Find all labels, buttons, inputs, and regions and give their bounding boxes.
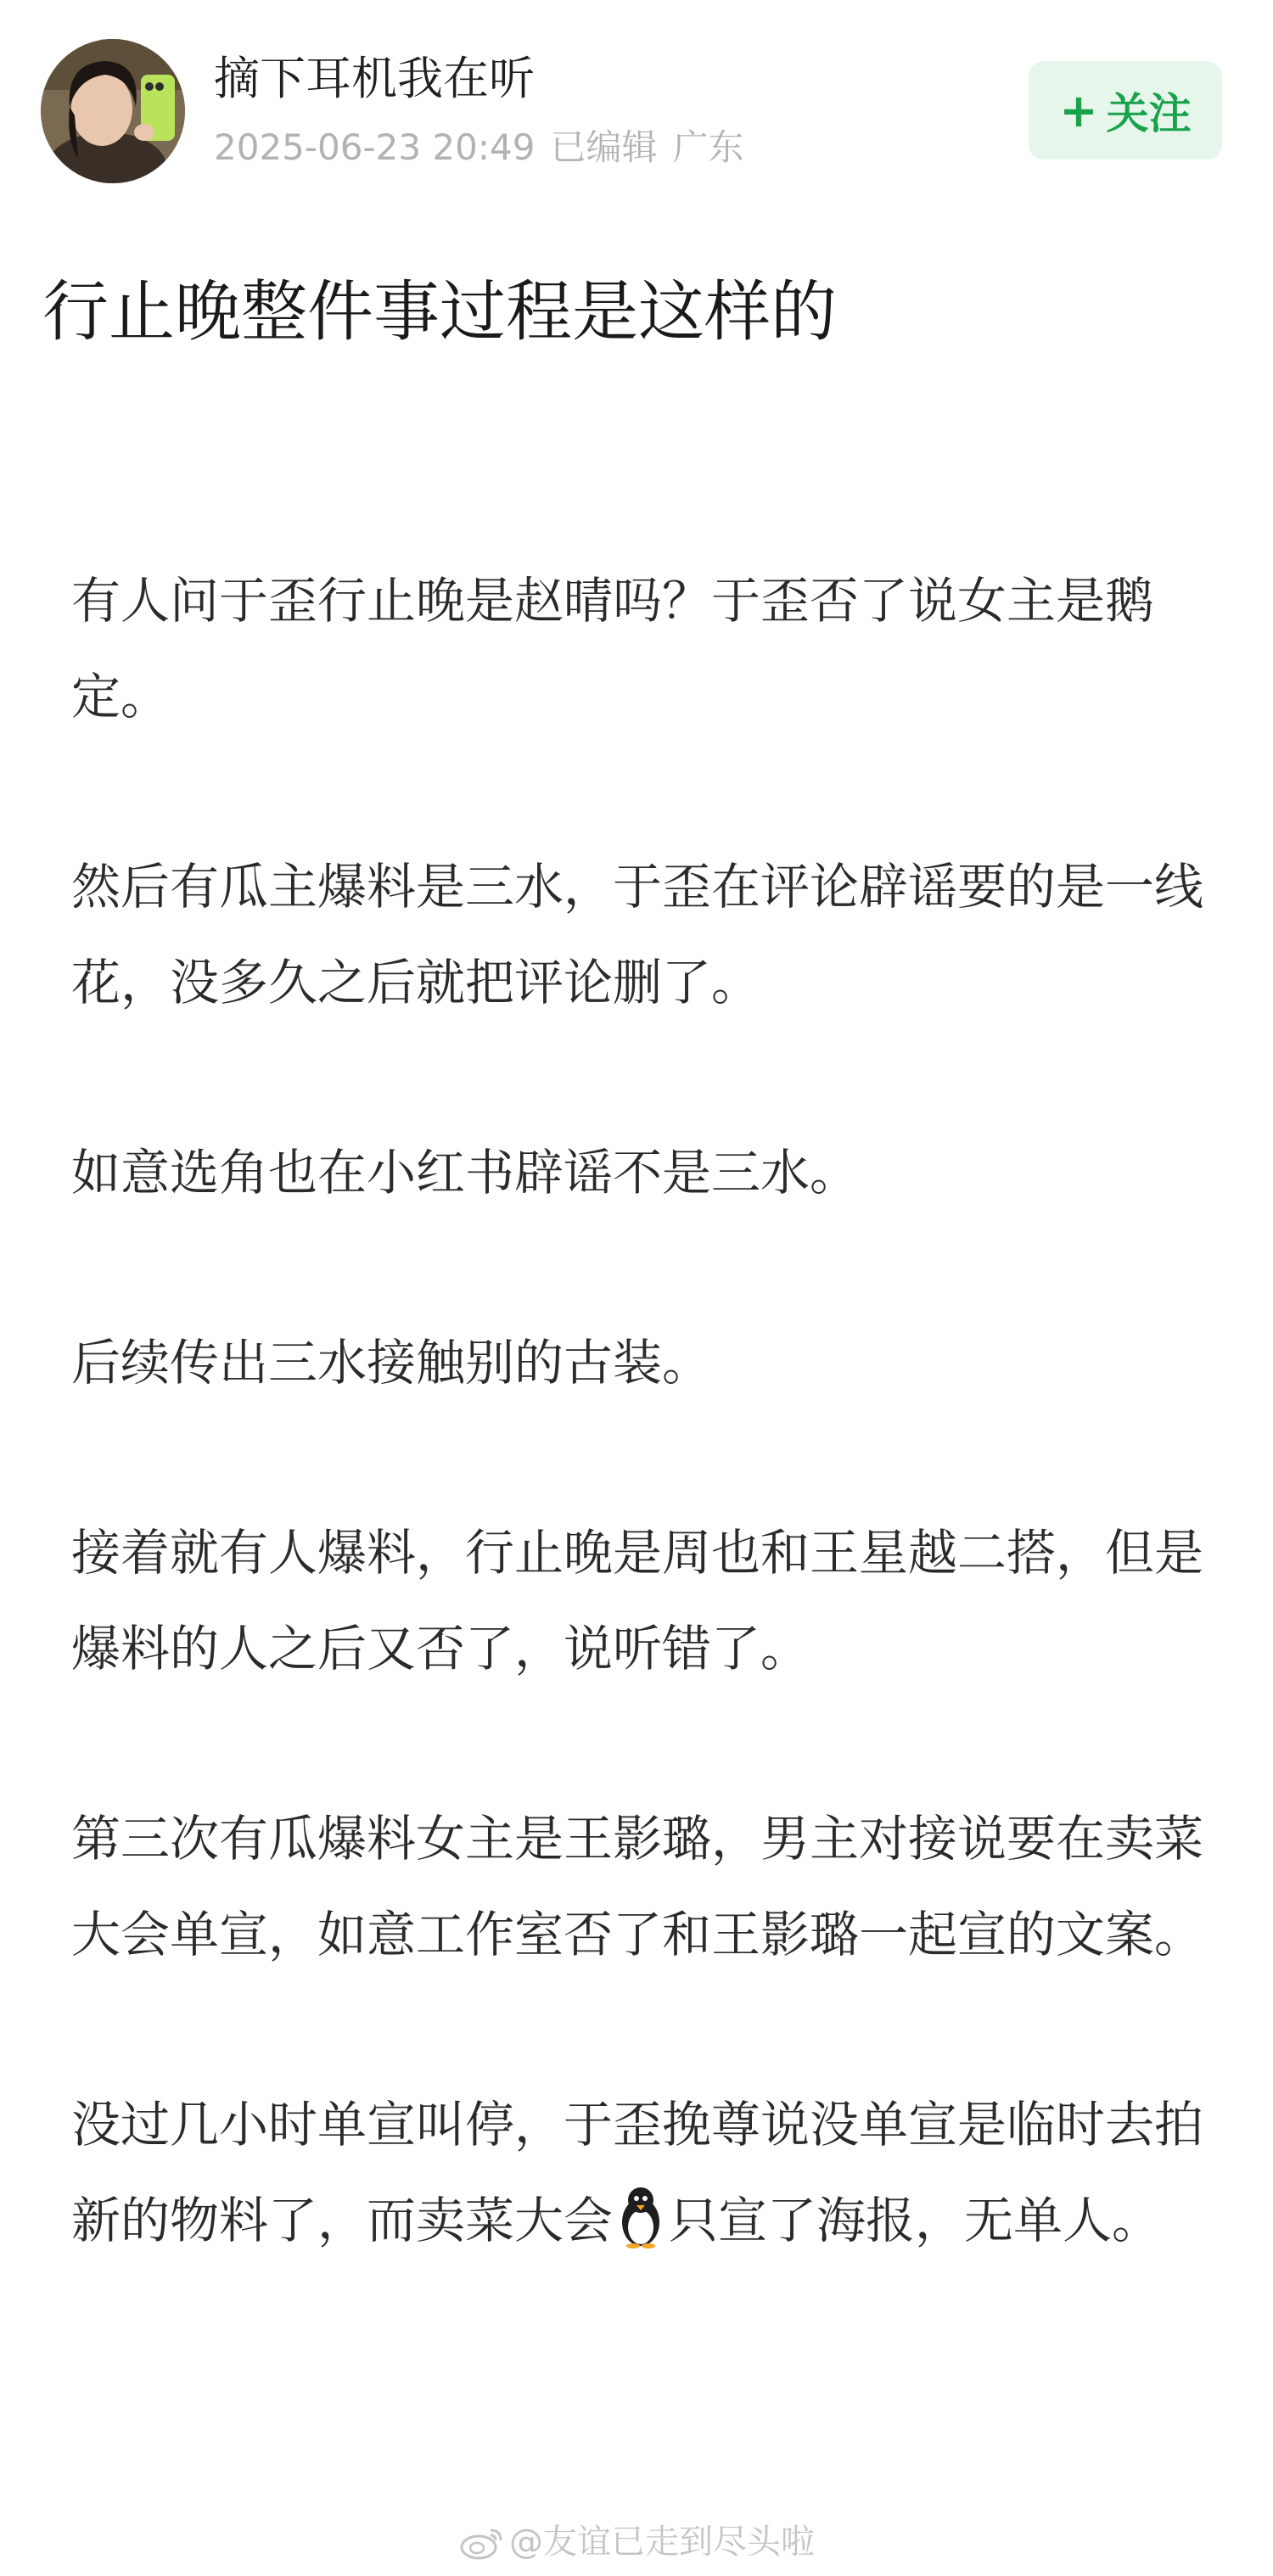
watermark bbox=[458, 2518, 815, 2566]
author-name[interactable]: 摘下耳机我在听 bbox=[214, 52, 535, 105]
avatar-image bbox=[41, 39, 185, 183]
edited-tag: 已编辑 bbox=[550, 126, 658, 168]
weibo-icon bbox=[458, 2523, 506, 2561]
penguin-icon bbox=[616, 2183, 665, 2249]
post-date: 2025-06-23 20:49 bbox=[214, 126, 536, 168]
post-paragraph: 有人问于歪行止晚是赵晴吗？于歪否了说女主是鹅定。 bbox=[71, 572, 1155, 725]
post-location: 广东 bbox=[672, 126, 744, 168]
paragraph-text-before-icon: 没过几小时单宣叫停，于歪挽尊说没单宣是临时去拍新的物料了，而卖菜大会 bbox=[71, 2096, 1204, 2249]
post-paragraph: 后续传出三水接触别的古装。 bbox=[71, 1334, 712, 1392]
avatar[interactable] bbox=[41, 39, 185, 183]
paragraph-text-after-icon: 只宣了海报，无单人。 bbox=[669, 2192, 1162, 2249]
plus-icon: + bbox=[1059, 83, 1098, 137]
follow-button[interactable] bbox=[1029, 61, 1222, 160]
post-paragraph: 接着就有人爆料，行止晚是周也和王星越二搭，但是爆料的人之后又否了，说听错了。 bbox=[71, 1524, 1204, 1677]
post-paragraph: 然后有瓜主爆料是三水，于歪在评论辟谣要的是一线花，没多久之后就把评论删了。 bbox=[71, 858, 1204, 1011]
watermark-text: @友谊已走到尽头啦 bbox=[509, 2523, 815, 2562]
post-paragraph: 第三次有瓜爆料女主是王影璐，男主对接说要在卖菜大会单宣，如意工作室否了和王影璐一起宣的文案。 bbox=[71, 1810, 1204, 1963]
follow-label: 关注 bbox=[1106, 89, 1192, 138]
post-paragraph-last bbox=[71, 2077, 1225, 2269]
post-paragraph: 如意选角也在小红书辟谣不是三水。 bbox=[71, 1144, 860, 1201]
post-body bbox=[71, 553, 1225, 2363]
post-meta bbox=[214, 124, 760, 171]
post-title: 行止晚整件事过程是这样的 bbox=[42, 274, 838, 350]
